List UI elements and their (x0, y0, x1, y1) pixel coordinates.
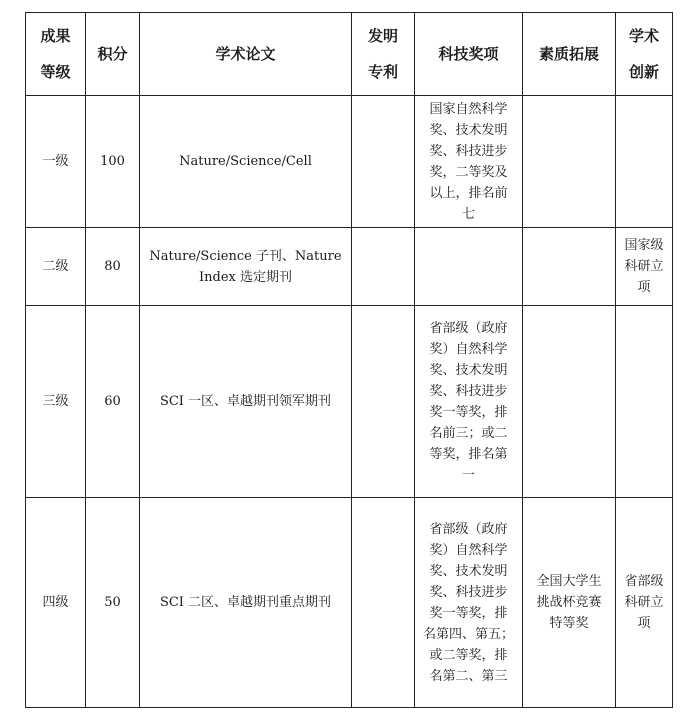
innovation-cell (616, 306, 673, 498)
header-row (26, 13, 673, 96)
level-cell: 四级 (26, 498, 86, 708)
header-quality: 素质拓展 (523, 13, 616, 96)
papers-cell: SCI 一区、卓越期刊领军期刊 (140, 306, 352, 498)
header-patent: 发明 专利 (352, 13, 415, 96)
header-awards: 科技奖项 (415, 13, 523, 96)
patent-cell (352, 306, 415, 498)
header-points: 积分 (86, 13, 140, 96)
patent-cell (352, 96, 415, 228)
table-row (26, 498, 673, 708)
achievement-level-table (25, 12, 673, 708)
awards-cell (415, 228, 523, 306)
header-level: 成果 等级 (26, 13, 86, 96)
points-cell: 50 (86, 498, 140, 708)
innovation-cell: 国家级 科研立 项 (616, 228, 673, 306)
awards-cell: 省部级（政府 奖）自然科学 奖、技术发明 奖、科技进步 奖一等奖，排 名前三；或二 等奖，排名第 一 (415, 306, 523, 498)
header-innovation: 学术 创新 (616, 13, 673, 96)
level-cell: 二级 (26, 228, 86, 306)
innovation-cell: 省部级 科研立 项 (616, 498, 673, 708)
innovation-cell (616, 96, 673, 228)
points-cell: 100 (86, 96, 140, 228)
awards-cell: 国家自然科学 奖、技术发明 奖、科技进步 奖，二等奖及 以上，排名前 七 (415, 96, 523, 228)
patent-cell (352, 228, 415, 306)
level-cell: 一级 (26, 96, 86, 228)
patent-cell (352, 498, 415, 708)
papers-cell: SCI 二区、卓越期刊重点期刊 (140, 498, 352, 708)
table-row (26, 96, 673, 228)
papers-cell: Nature/Science/Cell (140, 96, 352, 228)
quality-cell (523, 306, 616, 498)
quality-cell (523, 228, 616, 306)
papers-cell: Nature/Science 子刊、Nature Index 选定期刊 (140, 228, 352, 306)
points-cell: 80 (86, 228, 140, 306)
points-cell: 60 (86, 306, 140, 498)
quality-cell (523, 96, 616, 228)
table-row (26, 228, 673, 306)
header-papers: 学术论文 (140, 13, 352, 96)
table-row (26, 306, 673, 498)
level-cell: 三级 (26, 306, 86, 498)
awards-cell: 省部级（政府 奖）自然科学 奖、技术发明 奖、科技进步 奖一等奖，排 名第四、第五； 或二等奖，排 名第二、第三 (415, 498, 523, 708)
quality-cell: 全国大学生 挑战杯竞赛 特等奖 (523, 498, 616, 708)
